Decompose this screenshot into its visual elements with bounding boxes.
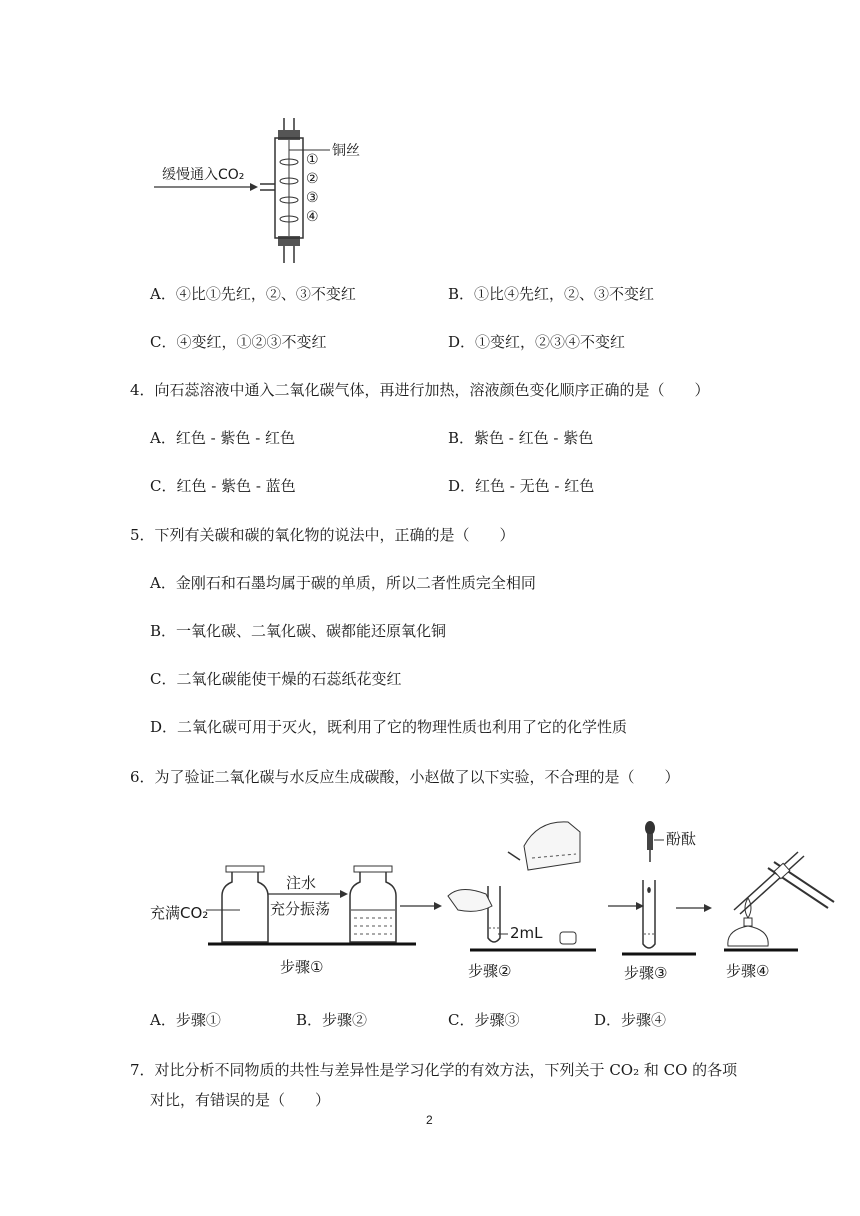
q5-stem: 5．下列有关碳和碳的氧化物的说法中，正确的是（ ） [130, 526, 515, 544]
q4-stem: 4．向石蕊溶液中通入二氧化碳气体，再进行加热，溶液颜色变化顺序正确的是（ ） [130, 381, 710, 399]
phenolphthalein-label: 酚酞 [666, 830, 697, 848]
inlet-label: 缓慢通入CO₂ [162, 167, 245, 183]
q4-option-c: C．红色 - 紫色 - 蓝色 [150, 477, 296, 495]
q6-option-c: C．步骤③ [448, 1011, 520, 1029]
q5-option-c: C．二氧化碳能使干燥的石蕊纸花变红 [150, 670, 402, 688]
add-water-label: 注水 [286, 874, 317, 892]
q4-option-b: B．紫色 - 红色 - 紫色 [448, 429, 594, 447]
q3-option-b: B．①比④先红，②、③不变红 [448, 285, 655, 303]
page-number: 2 [426, 1113, 433, 1127]
step-2-label: 步骤② [468, 962, 512, 980]
q5-option-a: A．金刚石和石墨均属于碳的单质，所以二者性质完全相同 [150, 574, 536, 592]
volume-label: 2mL [510, 924, 543, 942]
step-4-label: 步骤④ [726, 962, 770, 980]
marker-1: ① [306, 152, 319, 168]
q6-stem: 6．为了验证二氧化碳与水反应生成碳酸，小赵做了以下实验，不合理的是（ ） [130, 768, 680, 786]
q4-option-d: D．红色 - 无色 - 红色 [448, 477, 595, 495]
step-3-label: 步骤③ [624, 964, 668, 982]
marker-4: ④ [306, 209, 319, 225]
q3-option-c: C．④变红，①②③不变红 [150, 333, 327, 351]
q5-option-d: D．二氧化碳可用于灭火，既利用了它的物理性质也利用了它的化学性质 [150, 718, 628, 736]
q6-option-a: A．步骤① [150, 1011, 221, 1029]
q3-option-d: D．①变红，②③④不变红 [448, 333, 626, 351]
q3-option-a: A．④比①先红，②、③不变红 [150, 285, 356, 303]
q6-option-b: B．步骤② [296, 1011, 368, 1029]
q6-option-d: D．步骤④ [594, 1011, 667, 1029]
marker-2: ② [306, 171, 319, 187]
figure-experiment-steps [148, 810, 838, 988]
q7-stem-line-2: 对比，有错误的是（ ） [150, 1091, 331, 1109]
step-1-label: 步骤① [280, 958, 324, 976]
figure-co2-tube [150, 118, 380, 263]
copper-wire-label: 铜丝 [332, 143, 360, 159]
q4-option-a: A．红色 - 紫色 - 红色 [150, 429, 296, 447]
marker-3: ③ [306, 190, 319, 206]
shake-label: 充分振荡 [270, 900, 331, 918]
q7-stem-line-1: 7．对比分析不同物质的共性与差异性是学习化学的有效方法，下列关于 CO₂ 和 CO 的各项 [130, 1061, 738, 1079]
q5-option-b: B．一氧化碳、二氧化碳、碳都能还原氧化铜 [150, 622, 447, 640]
full-co2-label: 充满CO₂ [150, 904, 209, 922]
